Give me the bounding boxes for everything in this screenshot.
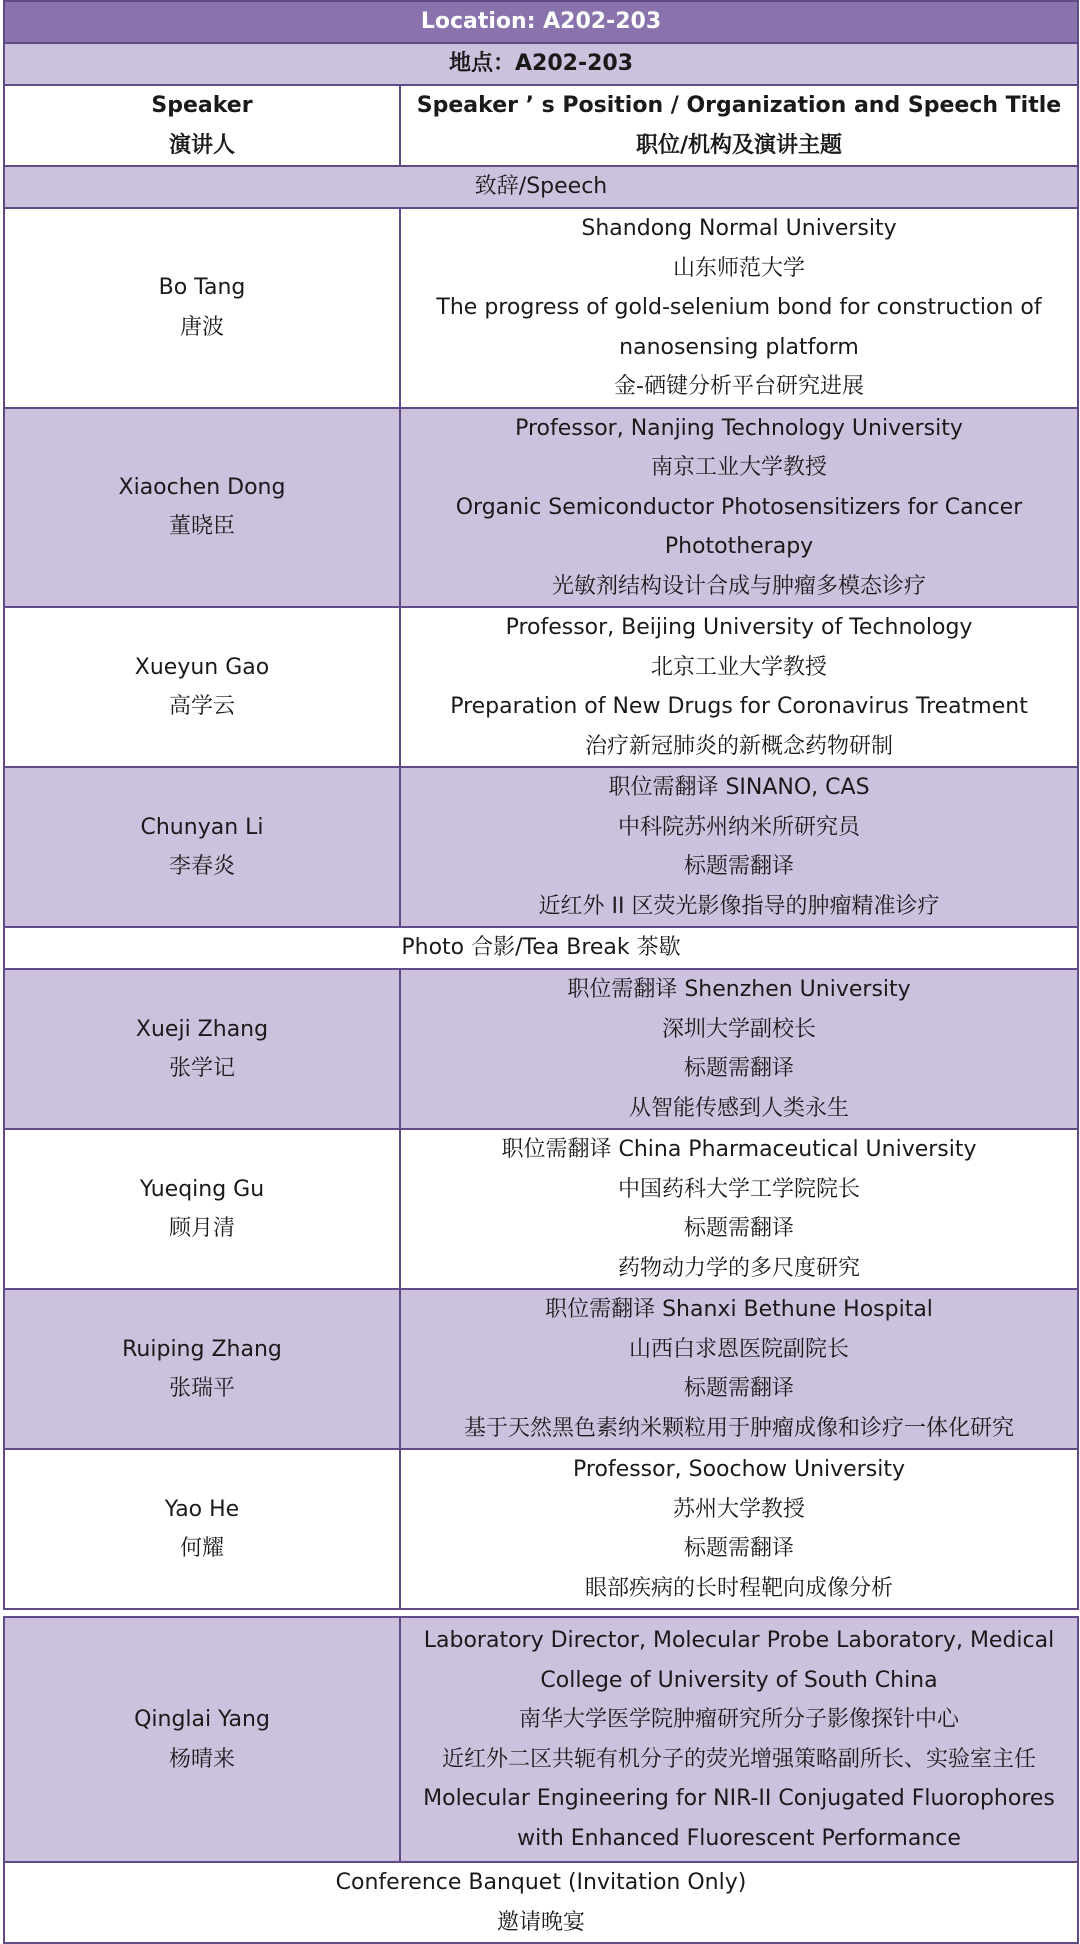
- banquet-cell: [4, 1862, 1078, 1943]
- detail-line: College of University of South China: [540, 1667, 938, 1693]
- banquet-en: Conference Banquet (Invitation Only): [335, 1870, 747, 1895]
- detail-line: 光敏剂结构设计合成与肿瘤多模态诊疗: [552, 573, 927, 599]
- location-row-en: [4, 1, 1078, 43]
- detail-line: 山西白求恩医院副院长: [629, 1336, 850, 1362]
- detail-line: Organic Semiconductor Photosensitizers for Cancer: [455, 494, 1023, 520]
- table-row: [4, 767, 1078, 927]
- detail-cell: [400, 767, 1078, 927]
- speaker-name-cn: 何耀: [179, 1536, 224, 1561]
- detail-line: 标题需翻译: [684, 1056, 795, 1081]
- detail-cell: [400, 1289, 1078, 1449]
- speaker-name-en: Xueji Zhang: [135, 1016, 269, 1042]
- speaker-header-en: Speaker: [151, 93, 253, 118]
- detail-line: 中国药科大学工学院院长: [618, 1176, 861, 1202]
- title-header: [400, 85, 1078, 166]
- section-break: Photo 合影/Tea Break 茶歇: [4, 927, 1078, 969]
- speaker-cell: [4, 208, 400, 408]
- detail-line: Laboratory Director, Molecular Probe Laboratory, Medical: [423, 1628, 1055, 1653]
- detail-line: Molecular Engineering for NIR-II Conjugated Fluorophores: [423, 1786, 1055, 1811]
- location-row-cn: [4, 43, 1078, 85]
- detail-line: The progress of gold-selenium bond for construction of: [436, 295, 1042, 320]
- speaker-cell: [4, 607, 400, 767]
- detail-line: Professor, Nanjing Technology University: [515, 415, 963, 441]
- speaker-name-en: Xueyun Gao: [134, 654, 270, 680]
- speaker-name-en: Yao He: [164, 1496, 240, 1522]
- detail-cell: [400, 607, 1078, 767]
- speaker-cell: [4, 969, 400, 1129]
- section-speech: 致辞/Speech: [4, 166, 1078, 208]
- speaker-name-en: Chunyan Li: [140, 814, 264, 840]
- detail-line: 苏州大学教授: [673, 1496, 806, 1522]
- detail-line: 深圳大学副校长: [662, 1016, 817, 1042]
- location-cn: 地点：A202-203: [4, 43, 1078, 85]
- table-row: [4, 1617, 1078, 1862]
- speaker-name-en: Qinglai Yang: [134, 1707, 270, 1732]
- title-header-cn: 职位/机构及演讲主题: [635, 132, 843, 158]
- speaker-name-cn: 杨晴来: [168, 1746, 235, 1772]
- title-header-en: Speaker ’ s Position / Organization and Speech Title: [416, 93, 1062, 118]
- table-row: [4, 969, 1078, 1129]
- detail-line: with Enhanced Fluorescent Performance: [517, 1825, 961, 1851]
- detail-line: Preparation of New Drugs for Coronavirus Treatment: [450, 694, 1028, 719]
- detail-line: 近红外 II 区荧光影像指导的肿瘤精准诊疗: [538, 893, 940, 919]
- speaker-name-cn: 董晓臣: [168, 514, 235, 540]
- header-row: [4, 85, 1078, 166]
- detail-line: 南京工业大学教授: [651, 455, 828, 480]
- location-en: Location: A202-203: [4, 1, 1078, 43]
- banquet-cn: 邀请晚宴: [496, 1909, 585, 1935]
- section-speech-row: [4, 166, 1078, 208]
- speaker-name-cn: 顾月清: [168, 1216, 235, 1241]
- detail-cell: [400, 208, 1078, 408]
- detail-line: 北京工业大学教授: [651, 654, 828, 680]
- detail-cell: [400, 969, 1078, 1129]
- table-row: [4, 408, 1078, 608]
- detail-line: 基于天然黑色素纳米颗粒用于肿瘤成像和诊疗一体化研究: [464, 1415, 1015, 1441]
- speaker-cell: [4, 1289, 400, 1449]
- detail-line: 药物动力学的多尺度研究: [618, 1255, 861, 1281]
- detail-line: Professor, Beijing University of Technology: [505, 615, 973, 640]
- detail-line: 标题需翻译: [684, 1376, 795, 1401]
- speaker-cell: [4, 408, 400, 608]
- detail-line: 金-硒键分析平台研究进展: [614, 374, 864, 399]
- speaker-name-cn: 李春炎: [168, 854, 235, 879]
- schedule-sheet: [3, 0, 1077, 1944]
- speaker-name-cn: 唐波: [179, 314, 224, 340]
- detail-line: Professor, Soochow University: [573, 1457, 905, 1482]
- speaker-cell: [4, 1617, 400, 1862]
- table-row: [4, 1449, 1078, 1609]
- speaker-name-cn: 高学云: [168, 694, 235, 719]
- detail-line: 职位需翻译 Shenzhen University: [567, 977, 911, 1002]
- table-row: [4, 607, 1078, 767]
- table-row: [4, 208, 1078, 408]
- speaker-name-en: Xiaochen Dong: [118, 474, 286, 500]
- detail-line: 标题需翻译: [684, 1536, 795, 1561]
- detail-line: Shandong Normal University: [581, 216, 897, 241]
- schedule-table: [3, 0, 1079, 1610]
- detail-cell: [400, 1617, 1078, 1862]
- speaker-name-cn: 张瑞平: [168, 1376, 235, 1401]
- detail-line: 近红外二区共轭有机分子的荧光增强策略副所长、实验室主任: [441, 1746, 1036, 1772]
- speaker-name-cn: 张学记: [168, 1056, 235, 1081]
- schedule-table-continued: [3, 1616, 1079, 1944]
- speaker-name-en: Yueqing Gu: [139, 1176, 265, 1202]
- speaker-header-cn: 演讲人: [168, 132, 235, 158]
- banquet-row: [4, 1862, 1078, 1943]
- detail-line: 职位需翻译 SINANO, CAS: [608, 775, 870, 800]
- detail-cell: [400, 1129, 1078, 1289]
- detail-line: 标题需翻译: [684, 854, 795, 879]
- detail-cell: [400, 408, 1078, 608]
- detail-line: 南华大学医学院肿瘤研究所分子影像探针中心: [518, 1707, 959, 1732]
- detail-line: nanosensing platform: [619, 334, 859, 360]
- detail-line: 从智能传感到人类永生: [629, 1095, 850, 1121]
- speaker-cell: [4, 1449, 400, 1609]
- table-row: [4, 1129, 1078, 1289]
- detail-line: 职位需翻译 China Pharmaceutical University: [501, 1137, 977, 1162]
- speaker-cell: [4, 1129, 400, 1289]
- speaker-header: [4, 85, 400, 166]
- detail-cell: [400, 1449, 1078, 1609]
- speaker-name-en: Ruiping Zhang: [122, 1336, 282, 1362]
- detail-line: 山东师范大学: [673, 255, 806, 281]
- detail-line: 眼部疾病的长时程靶向成像分析: [585, 1575, 894, 1601]
- detail-line: Phototherapy: [664, 534, 814, 559]
- detail-line: 职位需翻译 Shanxi Bethune Hospital: [545, 1297, 933, 1322]
- section-break-row: [4, 927, 1078, 969]
- speaker-name-en: Bo Tang: [158, 275, 246, 301]
- detail-line: 治疗新冠肺炎的新概念药物研制: [585, 733, 894, 759]
- detail-line: 标题需翻译: [684, 1216, 795, 1241]
- speaker-cell: [4, 767, 400, 927]
- detail-line: 中科院苏州纳米所研究员: [618, 814, 861, 840]
- table-row: [4, 1289, 1078, 1449]
